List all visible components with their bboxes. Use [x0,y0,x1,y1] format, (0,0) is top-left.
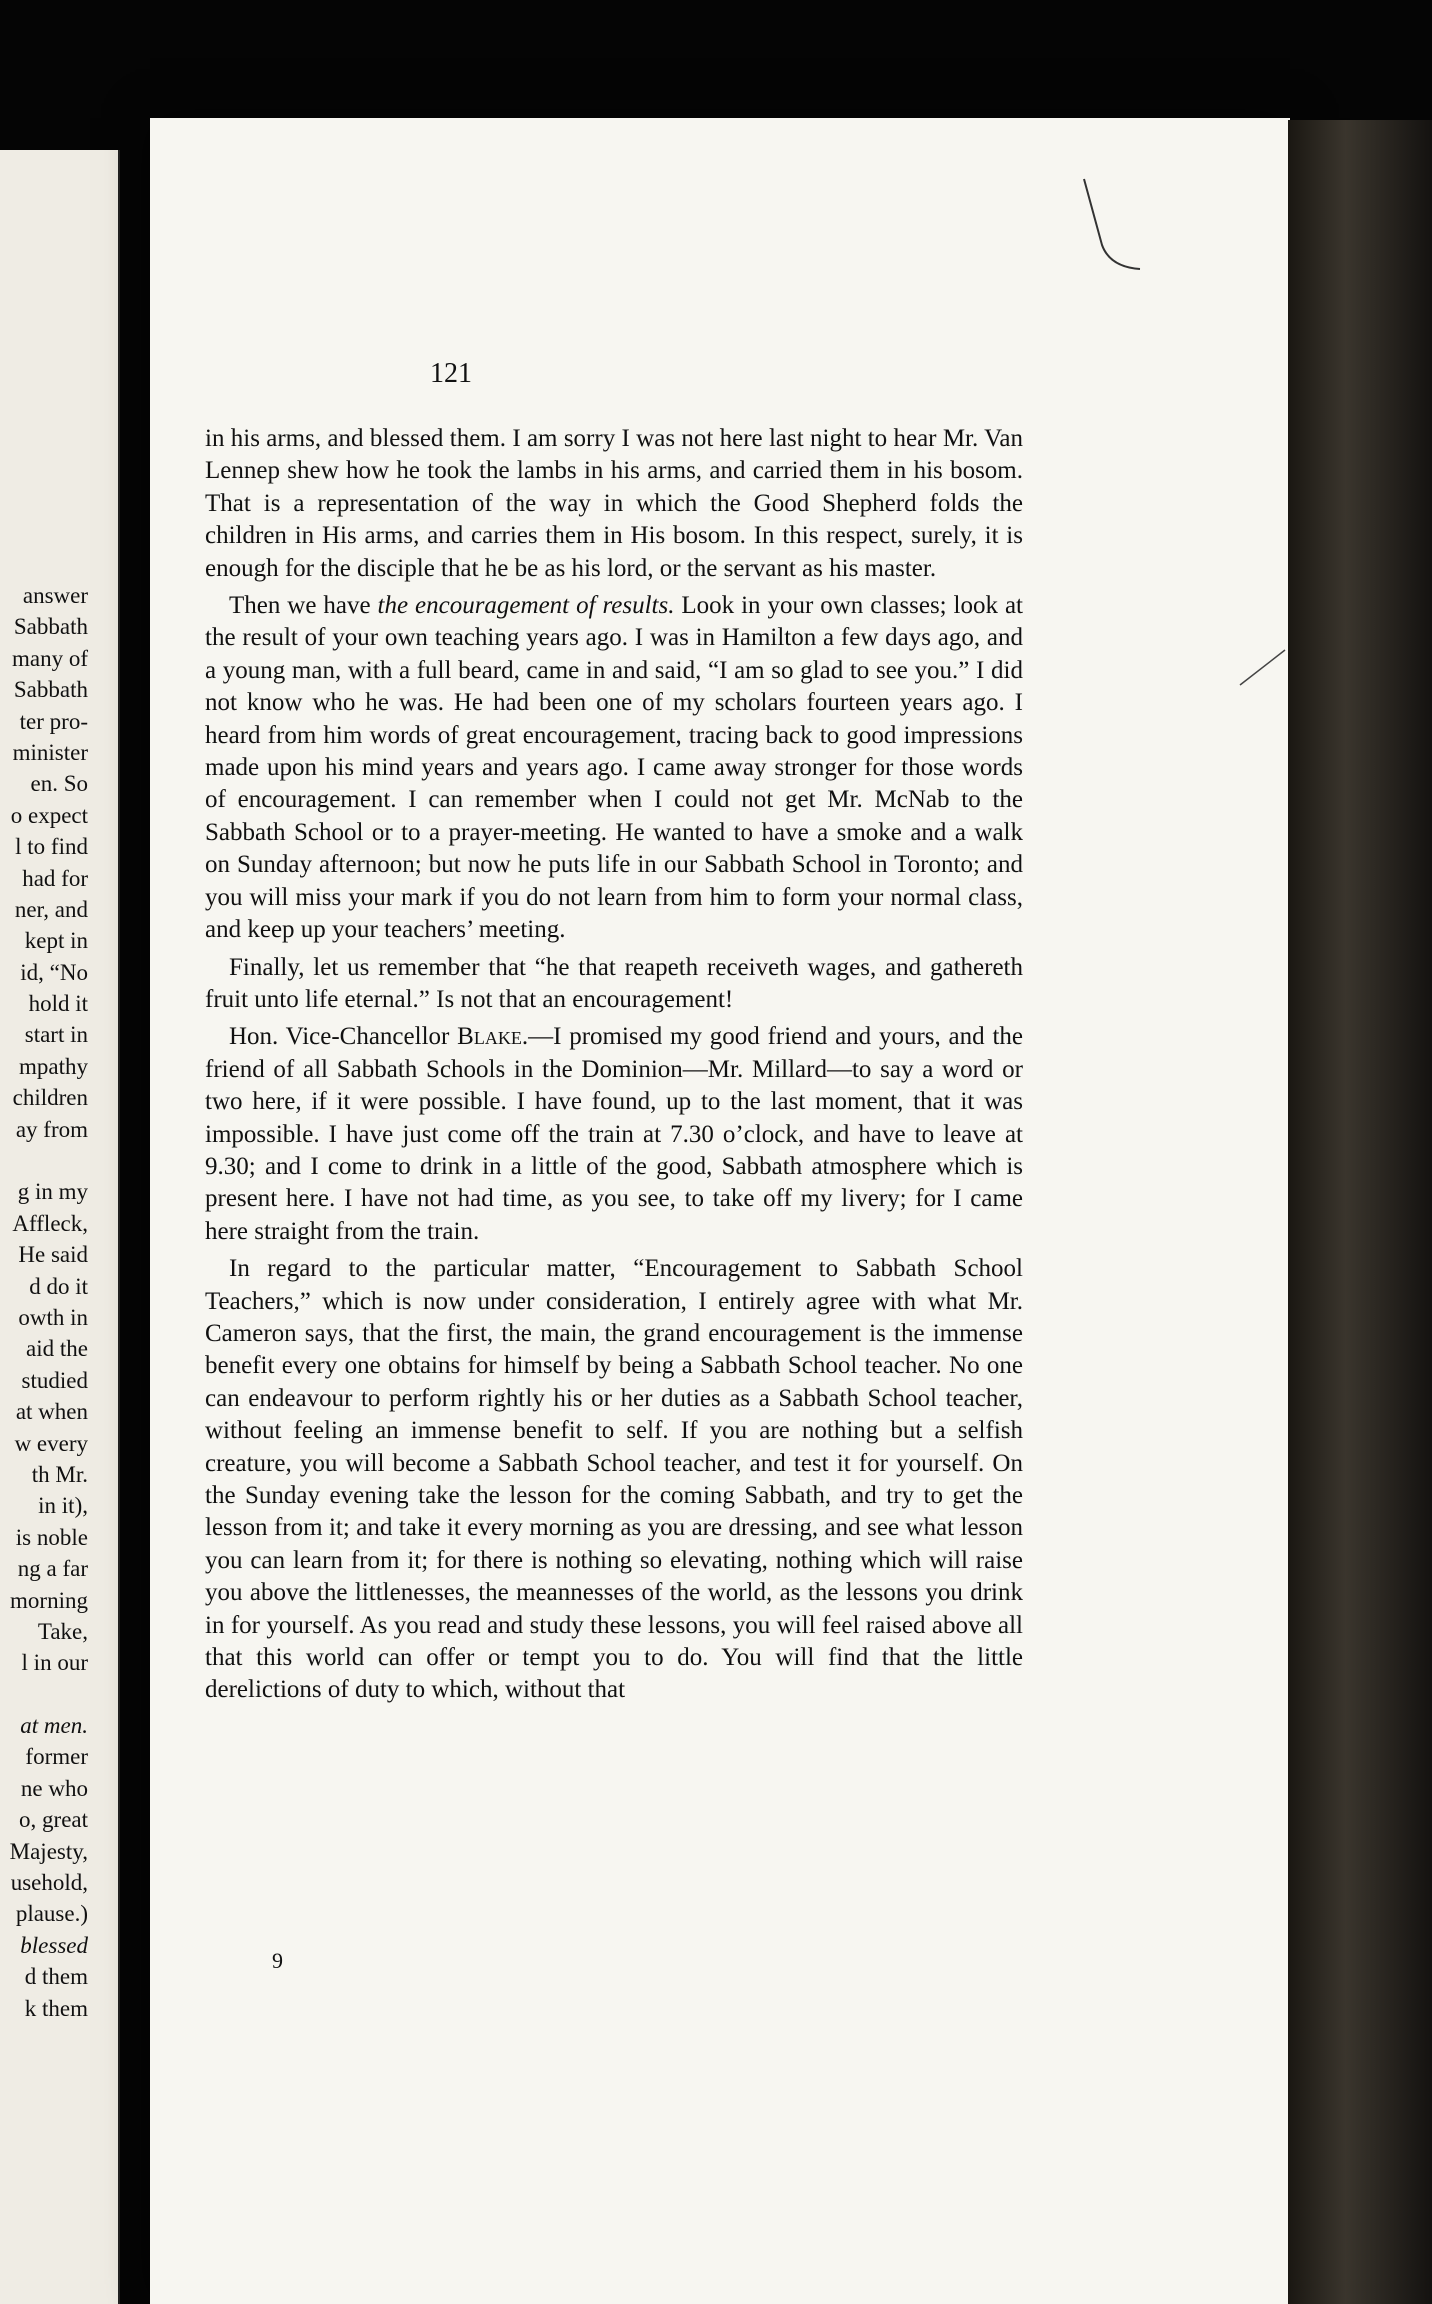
facing-page-fragment: d them [24,1964,88,1990]
facing-page-fragment: hold it [28,991,88,1017]
facing-page-fragment: at when [15,1399,88,1425]
facing-page-fragment: usehold, [10,1870,88,1896]
facing-page-fragment: is noble [15,1524,88,1550]
book-page-edges [1288,120,1432,2304]
facing-page-fragment: answer [22,583,88,608]
facing-page-fragment: many of [11,645,88,671]
facing-page-fragment: th Mr. [31,1461,88,1487]
facing-page-fragment [0,1145,88,1176]
facing-page-fragment: kept in [24,928,88,954]
paragraph-text: in his arms, and blessed them. I am sorry I was not here last night to hear Mr. Van Lennep shew how he took the lambs in his arms, and carried them in his bosom. That is a representation of the way in which the Good Shepherd folds the children in His arms, and carries them in His bosom. In this respect, surely, it is enough for the disciple that he be as his lord, or the servant as his master. [205,425,1023,582]
facing-page-fragment: mpathy [19,1053,88,1079]
facing-page-fragment: morning [10,1587,88,1613]
facing-page-fragment: ter pro- [19,708,88,734]
page-number: 121 [430,358,472,389]
paragraph-lead: Hon. Vice-Chancellor [229,1023,458,1051]
ink-mark-right [1230,640,1290,700]
facing-page-fragment: minister [12,739,88,765]
italic-phrase: the encouragement of results. [377,592,675,620]
facing-page-fragment: had for [22,865,88,891]
facing-page-fragment: k them [24,1995,88,2021]
signature-mark: 9 [272,1948,283,1973]
facing-page-fragment: studied [21,1367,88,1393]
paragraph [205,1253,1023,1707]
facing-page-fragment: id, “No [20,959,88,985]
paragraph [205,952,1023,1017]
facing-page-fragment: g in my [17,1179,88,1205]
facing-page-fragment: o, great [19,1807,88,1833]
facing-page-fragment: w every [14,1430,88,1456]
paragraph-text: Look in your own classes; look at the result of your own teaching years ago. I was in Hamilton a few days ago, and a young man, with a full beard, came in and said, “I am so glad to see you.” I did not know who he was. He had been one of my scholars fourteen years ago. I heard from him words of great encouragement, tracing back to good impressions made upon his mind years and years ago. I came away stronger for those words of encouragement. I can remember when I could not get Mr. McNab to the Sabbath School or to a prayer-meeting. He wanted to have a smoke and a walk on Sunday afternoon; but now he puts life in our Sabbath School in Toronto; and you will miss your mark if you do not learn from him to form your normal class, and keep up your teachers’ meeting. [205,592,1023,944]
paragraph [205,423,1023,585]
page-body-text [205,423,1023,1712]
paragraph-text: .—I promised my good friend and yours, and the friend of all Sabbath Schools in the Dominion—Mr. Millard—to say a word or two here, if it were possible. I have found, up to the last moment, that it was impossible. I have just come off the train at 7.30 o’clock, and have to leave at 9.30; and I come to drink in a little of the good, Sabbath atmosphere which is present here. I have not had time, as you see, to take off my livery; for I came here straight from the train. [205,1023,1023,1245]
facing-page-fragment: former [25,1744,88,1770]
facing-page-fragment: en. So [30,771,88,797]
facing-page-fragment: at men. [20,1713,88,1739]
paragraph-text: Finally, let us remember that “he that reapeth receiveth wages, and gathereth fruit unto life eternal.” Is not that an encouragement! [205,953,1023,1013]
facing-page-fragment: ng a far [17,1556,88,1582]
facing-page-fragment: in it), [38,1493,88,1519]
facing-page-fragment: children [12,1085,88,1111]
facing-page-fragment: o expect [10,802,88,828]
facing-page-fragment: ner, and [14,896,88,922]
facing-page-fragment: Take, [37,1618,88,1644]
facing-page-fragment: l in our [21,1650,88,1676]
facing-page-text-fragments [0,580,88,2024]
facing-page-fragment: Majesty, [9,1838,88,1864]
paragraph [205,590,1023,946]
facing-page [0,150,120,2304]
facing-page-fragment: Affleck, [12,1210,88,1236]
facing-page-fragment [0,1679,88,1710]
speaker-name: Blake [457,1023,522,1051]
facing-page-fragment: owth in [18,1304,88,1330]
facing-page-fragment: ne who [20,1775,88,1801]
paragraph-lead: Then we have [229,592,378,620]
facing-page-fragment: He said [18,1242,88,1268]
paragraph [205,1021,1023,1248]
facing-page-fragment: blessed [20,1932,88,1958]
facing-page-fragment: plause.) [15,1901,88,1927]
paragraph-text: In regard to the particular matter, “Encouragement to Sabbath School Teachers,” which is now under consideration, I entirely agree with what Mr. Cameron says, that the first, the main, the grand encouragement is the immense benefit every one obtains for himself by being a Sabbath School teacher. No one can endeavour to perform rightly his or her duties as a Sabbath School teacher, without feeling an immense benefit to self. If you are nothing but a selfish creature, you will become a Sabbath School teacher, and test it for yourself. On the Sunday evening take the lesson for the coming Sabbath, and try to get the lesson from it; and take it every morning as you are dressing, and see what lesson you can learn from it; for there is nothing so elevating, nothing which will raise you above the littlenesses, the meannesses of the world, as the lessons you drink in for yourself. As you read and study these lessons, you will feel raised above all that this world can offer or tempt you to do. You will find that the little derelictions of duty to which, without that [205,1255,1023,1704]
facing-page-fragment: start in [24,1022,88,1048]
facing-page-fragment: aid the [26,1336,88,1362]
facing-page-fragment: Sabbath [13,614,88,640]
facing-page-fragment: ay from [15,1116,88,1142]
facing-page-fragment: d do it [29,1273,88,1299]
facing-page-fragment: Sabbath [13,677,88,703]
ink-mark-top-right [1080,175,1160,275]
facing-page-fragment: l to find [15,834,88,860]
